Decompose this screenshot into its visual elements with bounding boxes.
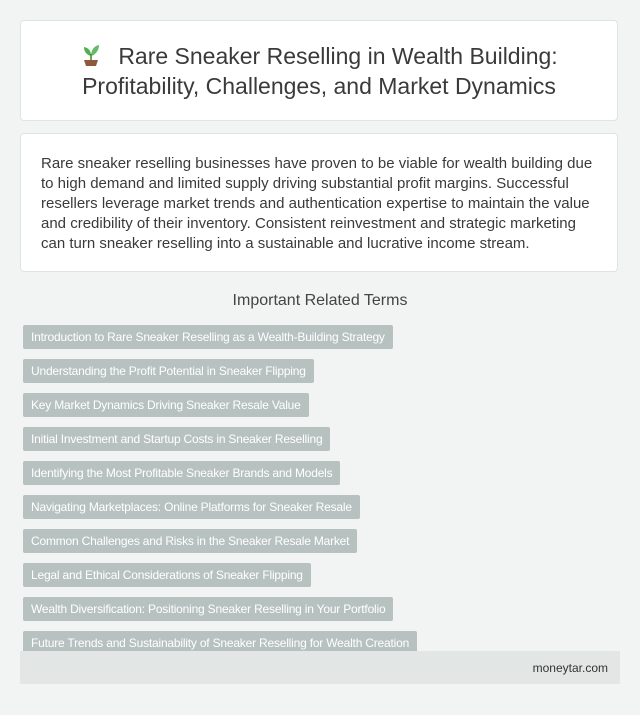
summary-card bbox=[20, 133, 618, 272]
related-term-tag[interactable]: Understanding the Profit Potential in Sneaker Flipping bbox=[23, 359, 314, 383]
related-term-tag[interactable]: Initial Investment and Startup Costs in Sneaker Reselling bbox=[23, 427, 330, 451]
page-title bbox=[21, 41, 617, 101]
related-term-tag[interactable]: Key Market Dynamics Driving Sneaker Resale Value bbox=[23, 393, 309, 417]
related-term-tag[interactable]: Identifying the Most Profitable Sneaker Brands and Models bbox=[23, 461, 340, 485]
related-term-tag[interactable]: Wealth Diversification: Positioning Sneaker Reselling in Your Portfolio bbox=[23, 597, 393, 621]
related-term-tag[interactable]: Future Trends and Sustainability of Sneaker Reselling for Wealth Creation bbox=[23, 631, 417, 655]
related-term-tag[interactable]: Common Challenges and Risks in the Sneaker Resale Market bbox=[23, 529, 357, 553]
page-title-text: Rare Sneaker Reselling in Wealth Building: Profitability, Challenges, and Market Dynamics bbox=[82, 42, 558, 99]
related-term-tag[interactable]: Navigating Marketplaces: Online Platforms for Sneaker Resale bbox=[23, 495, 360, 519]
related-term-tag[interactable]: Introduction to Rare Sneaker Reselling as a Wealth-Building Strategy bbox=[23, 325, 393, 349]
related-term-tag[interactable]: Legal and Ethical Considerations of Sneaker Flipping bbox=[23, 563, 311, 587]
title-card bbox=[20, 20, 618, 121]
related-terms-heading: Important Related Terms bbox=[232, 292, 408, 309]
footer-site-link[interactable]: moneytar.com bbox=[532, 661, 608, 675]
related-terms-list bbox=[23, 325, 417, 665]
footer bbox=[20, 651, 620, 684]
seedling-icon bbox=[80, 42, 102, 66]
summary-text: Rare sneaker reselling businesses have proven to be viable for wealth building due to high demand and limited supply driving substantial profit margins. Successful resellers leverage market trends and authentication expertise to maintain the value and credibility of their inventory. Consistent reinvestment and strategic marketing can turn sneaker reselling into a sustainable and lucrative income stream. bbox=[41, 155, 593, 252]
